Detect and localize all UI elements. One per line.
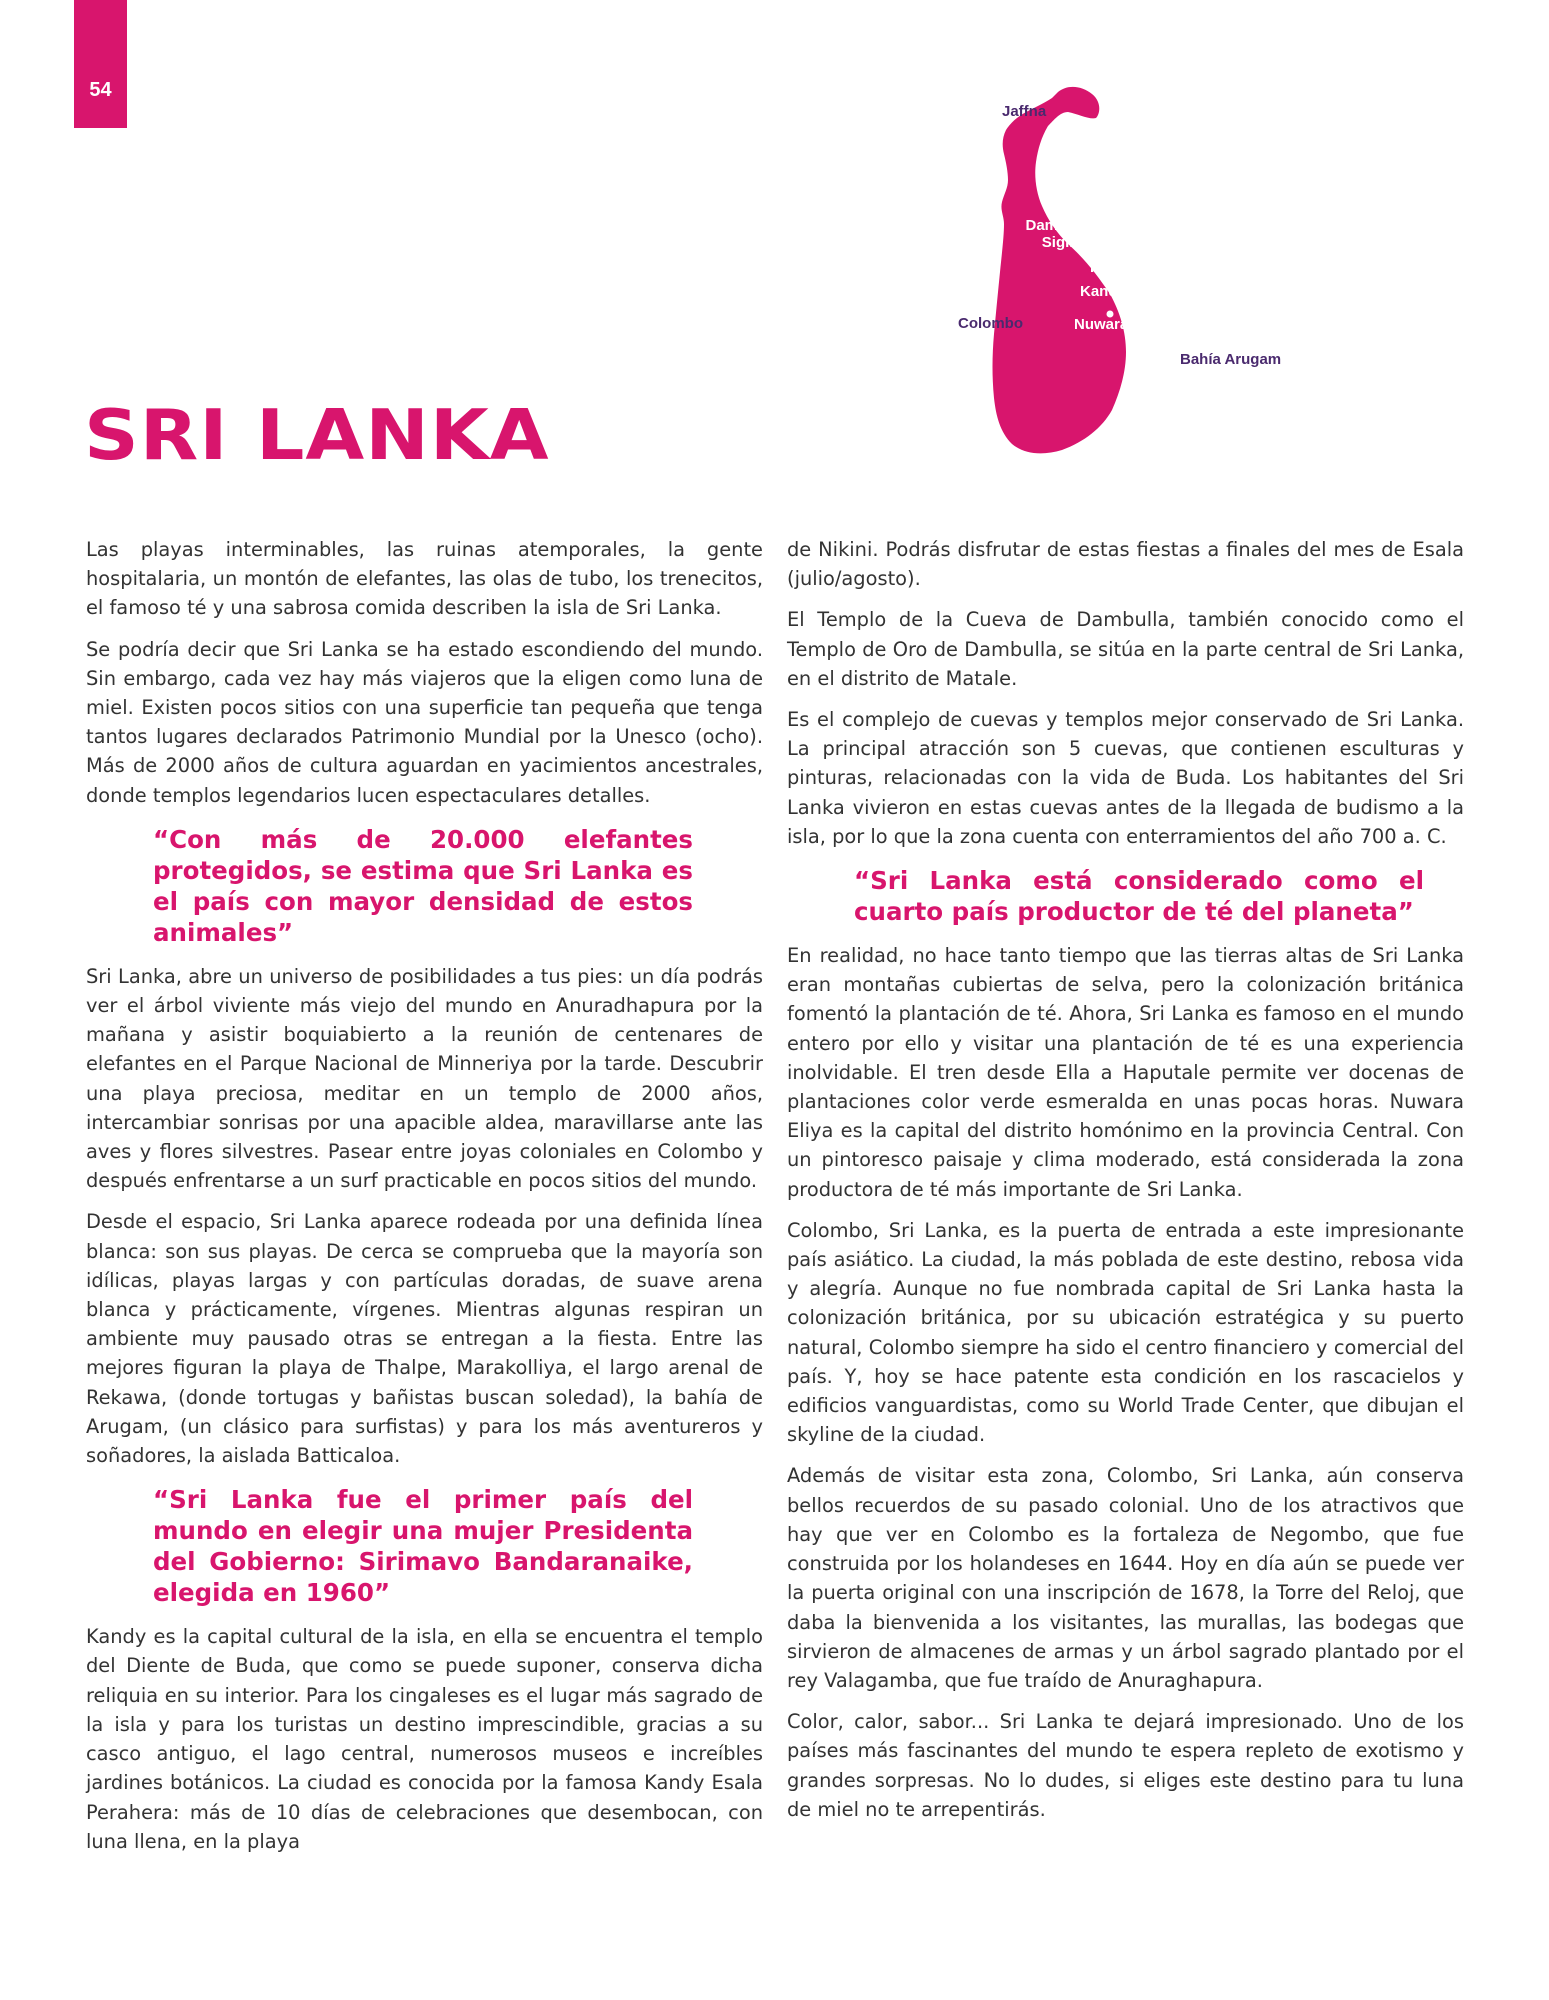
label-dambulla: Dambulla xyxy=(1025,217,1093,234)
right-paragraph-1: de Nikini. Podrás disfrutar de estas fiestas a finales del mes de Esala (julio/agosto). xyxy=(787,538,1464,591)
pull-quote-elephants: “Con más de 20.000 elefantes protegidos, se estima que Sri Lanka es el país con mayor densidad de estos animales” xyxy=(153,824,693,947)
page-title: SRI LANKA xyxy=(84,393,550,476)
pull-quote-president: “Sri Lanka fue el primer país del mundo en elegir una mujer Presidenta del Gobierno: Sirimavo Bandaranaike, elegida en 1960” xyxy=(153,1485,693,1608)
left-paragraph-4: Desde el espacio, Sri Lanka aparece rodeada por una definida línea blanca: son sus playas. De cerca se comprueba que la mayoría son idílicas, playas largas y con partículas doradas, de suave arena blanca y prácticamente, vírgenes. Mientras algunas respiran un ambiente muy pausado otras se entregan a la fiesta. Entre las mejores figuran la playa de Thalpe, Marakolliya, el largo arenal de Rekawa, (donde tortugas y bañistas buscan soledad), la bahía de Arugam, (un clásico para surfistas) y para los más aventureros y soñadores, la aislada Batticaloa. xyxy=(86,1210,763,1468)
label-sigiriya: Sigiriya xyxy=(1041,234,1096,251)
island-map-svg xyxy=(950,80,1370,520)
left-paragraph-5: Kandy es la capital cultural de la isla, en ella se encuentra el templo del Diente de Buda, que como se puede suponer, conserva dicha reliquia en su interior. Para los cingaleses es el lugar más sagrado de la isla y para los turistas un destino imprescindible, gracias a su casco antiguo, el lago central, numerosos museos e increíbles jardines botánicos. La ciudad es conocida por la famosa Kandy Esala Perahera: más de 10 días de celebraciones que desembocan, con luna llena, en la playa xyxy=(86,1625,763,1853)
label-nuwara-eliya: Nuwara Eliya xyxy=(1074,316,1168,333)
right-paragraph-5: Colombo, Sri Lanka, es la puerta de entrada a este impresionante país asiático. La ciudad, la más poblada de este destino, rebosa vida y alegría. Aunque no fue nombrada capital de Sri Lanka hasta la colonización británica, por su ubicación estratégica y su puerto natural, Colombo siempre ha sido el centro financiero y comercial del país. Y, hoy se hace patente esta condición en los rascacielos y edificios vanguardistas, como su World Trade Center, que dibujan el skyline de la ciudad. xyxy=(787,1218,1464,1447)
sigiriya-dot xyxy=(1100,239,1107,246)
right-paragraph-2: El Templo de la Cueva de Dambulla, también conocido como el Templo de Oro de Dambulla, se sitúa en la parte central de Sri Lanka, en el distrito de Matale. xyxy=(787,608,1464,690)
sri-lanka-map xyxy=(950,80,1370,520)
left-paragraph-3: Sri Lanka, abre un universo de posibilidades a tus pies: un día podrás ver el árbol viviente más viejo del mundo en Anuradhapura por la mañana y asistir boquiabierto a la reunión de centenares de elefantes en el Parque Nacional de Minneriya por la tarde. Descubrir una playa preciosa, meditar en un templo de 2000 años, intercambiar sonrisas por una apacible aldea, maravillarse ante las aves y flores silvestres. Pasear entre joyas coloniales en Colombo y después enfrentarse a un surf practicable en pocos sitios del mundo. xyxy=(86,964,763,1193)
right-paragraph-3: Es el complejo de cuevas y templos mejor conservado de Sri Lanka. La principal atracción son 5 cuevas, que contienen esculturas y pinturas, relacionadas con la vida de Buda. Los habitantes del Sri Lanka vivieron en estas cuevas antes de la llegada de budismo a la isla, por lo que la zona cuenta con enterramientos del año 700 a. C. xyxy=(787,708,1464,848)
label-colombo: Colombo xyxy=(958,315,1023,332)
right-paragraph-6: Además de visitar esta zona, Colombo, Sri Lanka, aún conserva bellos recuerdos de su pasado colonial. Uno de los atractivos que hay que ver en Colombo es la fortaleza de Negombo, que fue construida por los holandeses en 1644. Hoy en día aún se puede ver la puerta original con una inscripción de 1678, la Torre del Reloj, que daba la bienvenida a los visitantes, las murallas, las bodegas que sirvieron de almacenes de armas y un árbol sagrado plantado por el rey Valagamba, que fue traído de Anuraghapura. xyxy=(787,1464,1464,1692)
page-number-tab xyxy=(74,0,127,128)
label-bahia-arugam: Bahía Arugam xyxy=(1180,351,1282,368)
pull-quote-tea: “Sri Lanka está considerado como el cuarto país productor de té del planeta” xyxy=(854,866,1424,927)
label-polonnaruwa: Polonnaruwa xyxy=(1090,259,1185,276)
right-paragraph-7: Color, calor, sabor... Sri Lanka te dejará impresionado. Uno de los países más fascinantes del mundo te espera repleto de exotismo y grandes sorpresas. No lo dudes, si eliges este destino para tu luna de miel no te arrepentirás. xyxy=(787,1710,1464,1821)
label-kandy: Kandy xyxy=(1080,283,1126,300)
right-column xyxy=(787,535,1464,1836)
arugam-dot xyxy=(1173,339,1180,346)
left-paragraph-1: Las playas interminables, las ruinas atemporales, la gente hospitalaria, un montón de elefantes, las olas de tubo, los trenecitos, el famoso té y una sabrosa comida describen la isla de Sri Lanka. xyxy=(86,538,763,620)
right-paragraph-4: En realidad, no hace tanto tiempo que las tierras altas de Sri Lanka eran montañas cubiertas de selva, pero la colonización británica fomentó la plantación de té. Ahora, Sri Lanka es famoso en el mundo entero por ello y visitar una plantación de té es una experiencia inolvidable. El tren desde Ella a Haputale permite ver docenas de plantaciones color verde esmeralda en unas pocas horas. Nuwara Eliya es la capital del distrito homónimo en la provincia Central. Con un pintoresco paisaje y clima moderado, está considerada la zona productora de té más importante de Sri Lanka. xyxy=(787,944,1464,1201)
page-number: 54 xyxy=(89,79,112,101)
left-paragraph-2: Se podría decir que Sri Lanka se ha estado escondiendo del mundo. Sin embargo, cada vez hay más viajeros que la eligen como luna de miel. Existen pocos sitios con una superficie tan pequeña que tenga tantos lugares declarados Patrimonio Mundial por la Unesco (ocho). Más de 2000 años de cultura aguardan en yacimientos ancestrales, donde templos legendarios lucen espectaculares detalles. xyxy=(86,637,763,807)
label-jaffna: Jaffna xyxy=(1002,103,1047,120)
left-column xyxy=(86,535,763,1868)
dambulla-dot xyxy=(1097,222,1104,229)
